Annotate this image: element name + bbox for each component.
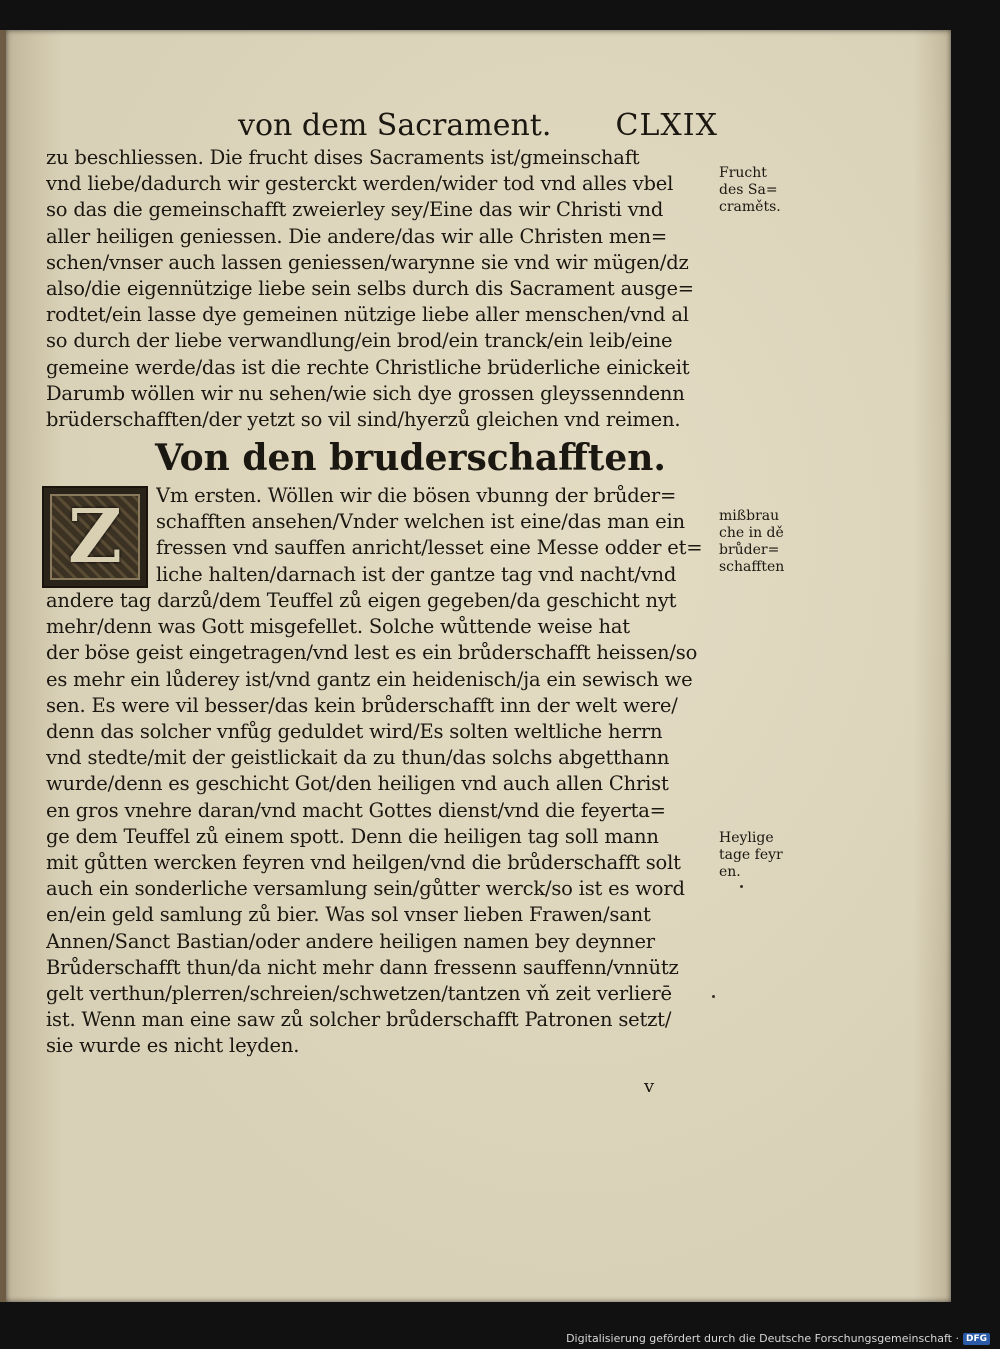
text-line: vnd liebe/dadurch wir gesterckt werden/wider tod vnd alles vbel (46, 172, 674, 196)
signature-mark: v (644, 1076, 655, 1097)
text-line: Vm ersten. Wöllen wir die bösen vbunng der brůder= (156, 484, 677, 507)
text-line: es mehr ein lůderey ist/vnd gantz ein heidenisch/ja ein sewisch we (46, 667, 693, 691)
margin-note-frucht (719, 165, 781, 216)
text-line: en/ein geld samlung zů bier. Was sol vnser lieben Frawen/sant (46, 903, 651, 927)
text-line: Darumb wöllen wir nu sehen/wie sich dye grossen gleyssenndenn (46, 381, 685, 405)
text-line: sie wurde es nicht leyden. (46, 1034, 300, 1058)
margin-note-missbrauch (719, 508, 784, 576)
section-heading: Von den bruderschafften. (155, 437, 666, 479)
margin-note-line: en. (719, 864, 741, 880)
text-line: der böse geist eingetragen/vnd lest es ein brůderschafft heissen/so (46, 641, 698, 665)
text-line: gelt verthun/plerren/schreien/schwetzen/tantzen vň zeit verlierē (46, 982, 672, 1005)
text-line: zu beschliessen. Die frucht dises Sacraments ist/gmeinschaft (46, 146, 640, 169)
header-title: von dem Sacrament. (238, 108, 552, 143)
footer-credit (566, 1332, 990, 1345)
decorated-initial (42, 486, 148, 588)
initial-letter: Z (67, 494, 123, 580)
text-line: denn das solcher vnfůg geduldet wird/Es solten weltliche herrn (46, 720, 663, 743)
text-line: wurde/denn es geschicht Got/den heiligen vnd auch allen Christ (46, 772, 669, 796)
margin-note-heylige-tage (719, 830, 783, 881)
text-line: schafften ansehen/Vnder welchen ist eine/das man ein (156, 510, 685, 534)
text-line: mit gůtten wercken feyren vnd heilgen/vnd die brůderschafft solt (46, 851, 681, 874)
text-line: ge dem Teuffel zů einem spott. Denn die heiligen tag soll mann (46, 824, 659, 848)
margin-note-line: tage feyr (719, 847, 783, 863)
text-line: rodtet/ein lasse dye gemeinen nützige liebe aller menschen/vnd al (46, 303, 689, 327)
text-line: liche halten/darnach ist der gantze tag vnd nacht/vnd (156, 562, 677, 586)
text-line: aller heiligen geniessen. Die andere/das wir alle Christen men= (46, 224, 667, 248)
text-line: also/die eigennützige liebe sein selbs durch dis Sacrament ausge= (46, 277, 694, 300)
margin-note-line: che in dě (719, 525, 784, 541)
margin-note-line: mißbrau (719, 508, 780, 524)
text-line: so das die gemeinschafft zweierley sey/Eine das wir Christi vnd (46, 198, 664, 222)
text-line: auch ein sonderliche versamlung sein/gůtter werck/so ist es word (46, 877, 685, 901)
running-header (238, 108, 718, 150)
margin-note-line: craměts. (719, 199, 781, 215)
text-line: brüderschafften/der yetzt so vil sind/hyerzů gleichen vnd reimen. (46, 408, 681, 431)
text-line: so durch der liebe verwandlung/ein brod/ein tranck/ein leib/eine (46, 329, 673, 353)
text-line: mehr/denn was Gott misgefellet. Solche wůttende weise hat (46, 615, 630, 639)
footer-text: Digitalisierung gefördert durch die Deutsche Forschungsgemeinschaft · (566, 1332, 959, 1345)
text-line: sen. Es were vil besser/das kein brůderschafft inn der welt were/ (46, 693, 678, 717)
ink-speck (712, 995, 715, 998)
ink-speck (740, 885, 743, 888)
dfg-logo: DFG (963, 1333, 990, 1345)
margin-note-line: brůder= (719, 542, 780, 558)
text-line: en gros vnehre daran/vnd macht Gottes dienst/vnd die feyerta= (46, 798, 666, 822)
text-line: Annen/Sanct Bastian/oder andere heiligen namen bey deynner (46, 929, 655, 953)
margin-note-line: des Sa= (719, 182, 778, 198)
text-line: gemeine werde/das ist die rechte Christliche brüderliche einickeit (46, 355, 690, 379)
text-line: schen/vnser auch lassen geniessen/warynne sie vnd wir mügen/dz (46, 250, 689, 274)
margin-note-line: schafften (719, 559, 785, 575)
text-line: fressen vnd sauffen anricht/lesset eine Messe odder et= (156, 536, 703, 560)
margin-note-line: Frucht (719, 165, 767, 181)
margin-note-line: Heylige (719, 830, 774, 846)
text-line: andere tag darzů/dem Teuffel zů eigen gegeben/da geschicht nyt (46, 589, 677, 612)
text-line: Brůderschafft thun/da nicht mehr dann fressenn sauffenn/vnnütz (46, 955, 679, 979)
text-line: vnd stedte/mit der geistlickait da zu thun/das solchs abgetthann (46, 746, 670, 770)
text-line: ist. Wenn man eine saw zů solcher brůderschafft Patronen setzt/ (46, 1008, 672, 1032)
folio-number: CLXIX (615, 108, 718, 143)
